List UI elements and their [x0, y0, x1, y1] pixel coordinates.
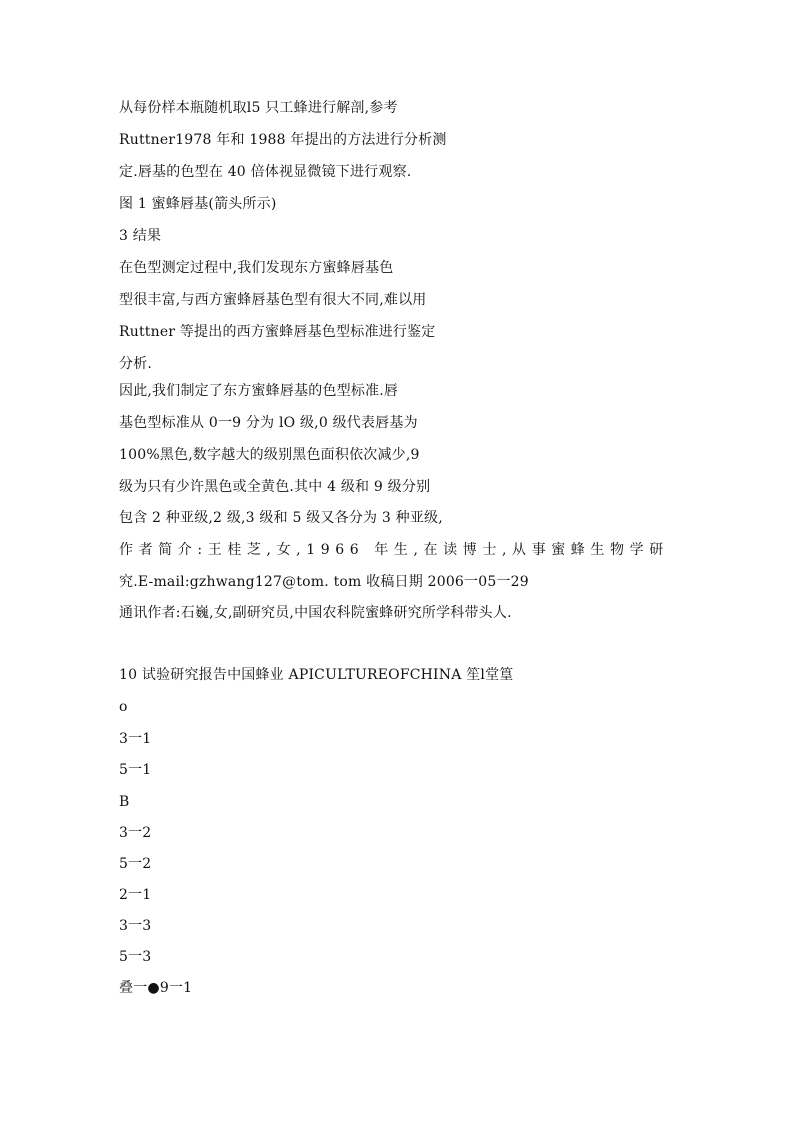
figure-label: 2一1 — [119, 887, 152, 903]
body-line-3: 定.唇基的色型在 40 倍体视显微镜下进行观察. — [119, 164, 412, 180]
body-line-2: Ruttner1978 年和 1988 年提出的方法进行分析测 — [119, 132, 447, 148]
figure-label: 3一3 — [119, 918, 152, 934]
body-line-14: 包含 2 种亚级,2 级,3 级和 5 级又各分为 3 种亚级, — [119, 510, 443, 526]
body-line-8: Ruttner 等提出的西方蜜蜂唇基色型标准进行鉴定 — [119, 324, 436, 340]
figure-label: o — [119, 699, 128, 715]
figure-label: B — [119, 794, 130, 810]
figure-label: 5一3 — [119, 949, 152, 965]
figure-label: 3一2 — [119, 825, 152, 841]
body-line-7: 型很丰富,与西方蜜蜂唇基色型有很大不同,难以用 — [119, 292, 427, 308]
body-line-13: 级为只有少许黑色或全黄色.其中 4 级和 9 级分别 — [119, 479, 431, 495]
body-line-12: 100%黑色,数字越大的级别黑色面积依次减少,9 — [119, 447, 420, 463]
body-line-1: 从每份样本瓶随机取l5 只工蜂进行解剖,参考 — [119, 100, 398, 116]
body-line-6: 在色型测定过程中,我们发现东方蜜蜂唇基色 — [119, 260, 394, 276]
figure-label: 叠一●9一1 — [119, 980, 193, 996]
figure-label: 5一2 — [119, 856, 152, 872]
figure-label: 5一1 — [119, 762, 152, 778]
author-info-line: 作者简介:王桂芝,女,1966 年生,在读博士,从事蜜蜂生物学研 — [119, 542, 669, 558]
figure-label: 3一1 — [119, 731, 152, 747]
section-heading-results: 3 结果 — [119, 228, 162, 244]
body-line-10: 因此,我们制定了东方蜜蜂唇基的色型标准.唇 — [119, 383, 399, 399]
figure-caption: 图 1 蜜蜂唇基(箭头所示) — [119, 196, 277, 212]
journal-footer-line: 10 试验研究报告中国蜂业 APICULTUREOFCHINA 笙l堂篁 — [119, 667, 514, 683]
body-line-11: 基色型标准从 0一9 分为 lO 级,0 级代表唇基为 — [119, 415, 418, 431]
body-line-9: 分析. — [119, 356, 153, 372]
corresponding-author-line: 通讯作者:石巍,女,副研究员,中国农科院蜜蜂研究所学科带头人. — [119, 605, 512, 621]
contact-info-line: 究.E-mail:gzhwang127@tom. tom 收稿日期 2006一05一29 — [119, 574, 529, 590]
